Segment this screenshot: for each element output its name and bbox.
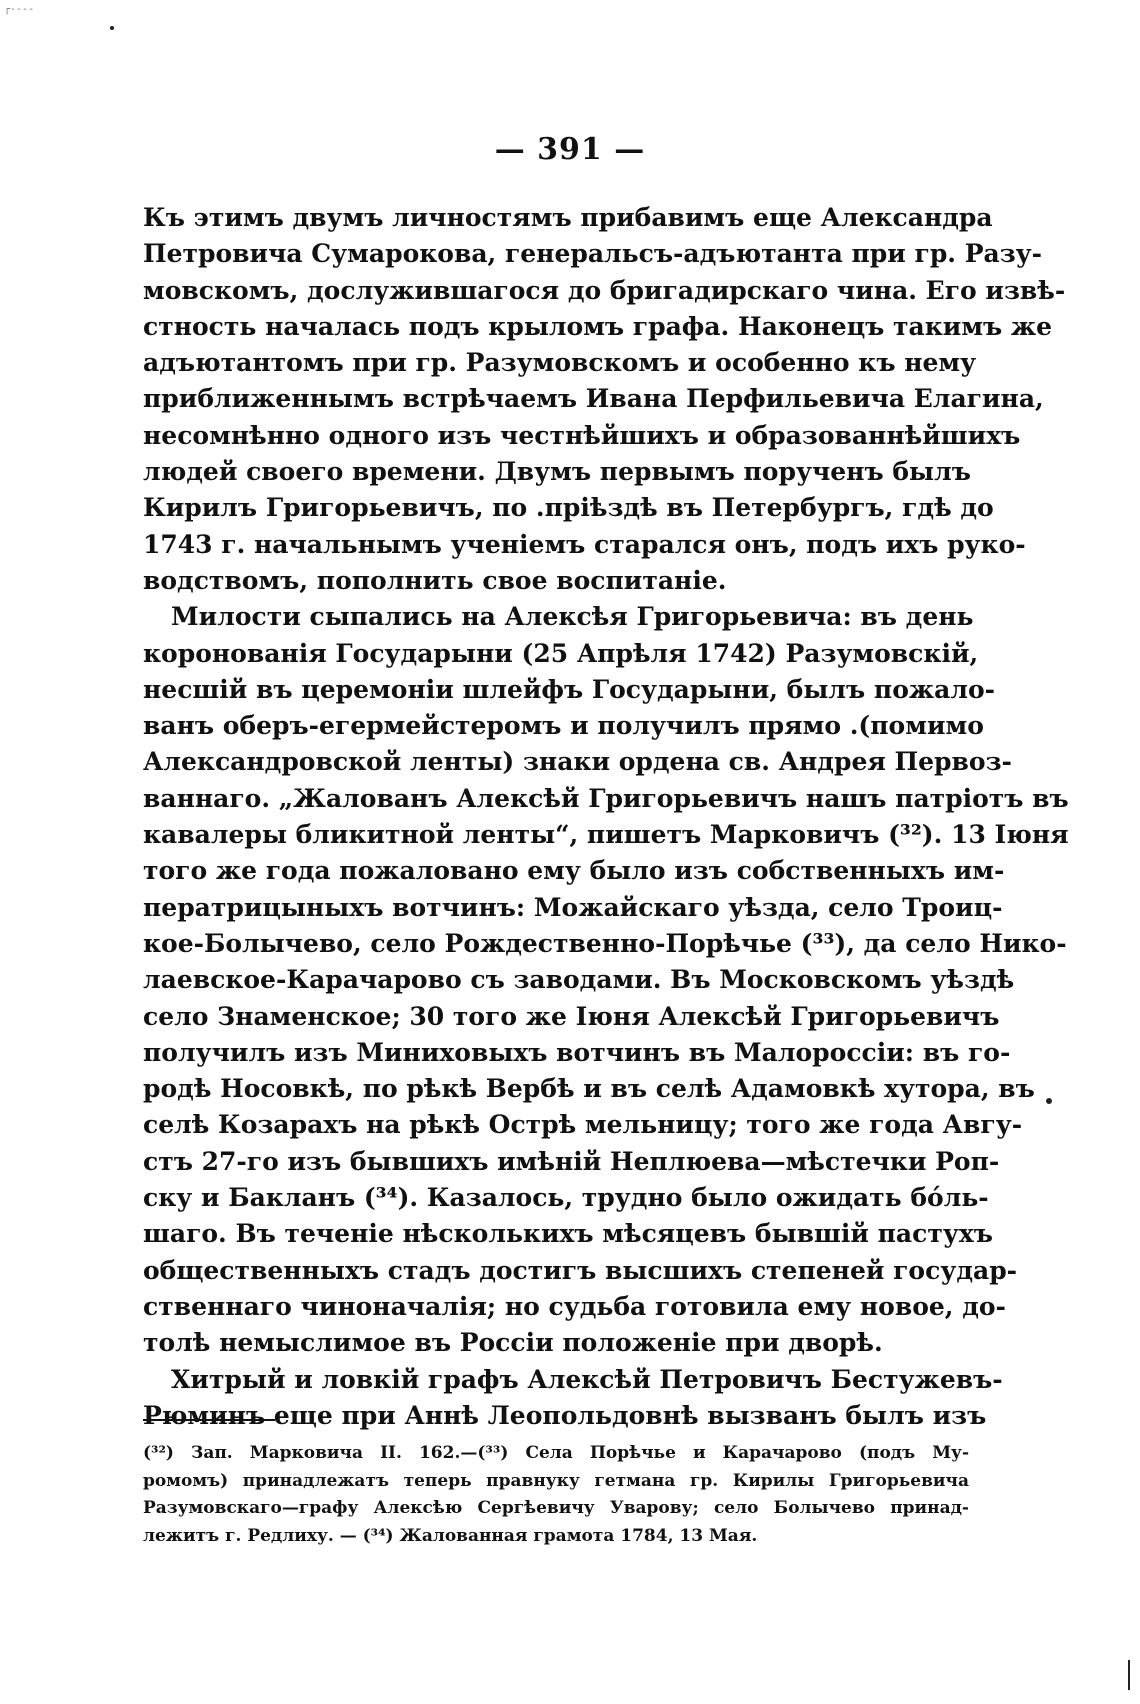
text-line: Рюминъ еще при Аннѣ Леопольдовнѣ вызванъ былъ изъ (143, 1400, 987, 1430)
text-line: стность началась подъ крыломъ графа. Наконецъ такимъ же (143, 311, 1053, 341)
text-line: мовскомъ, дослужившагося до бригадирскаго чина. Его извѣ- (143, 275, 1066, 305)
paragraph-end-line: толѣ немыслимое въ Россіи положеніе при дворѣ. (143, 1328, 883, 1358)
footnote-line: Разумовскаго—графу Алексѣю Сергѣевичу Уварову; село Болычево принад- (143, 1498, 969, 1518)
text-line: коронованія Государыни (25 Апрѣля 1742) Разумовскій, (143, 638, 979, 668)
paragraph-end-line: водствомъ, пополнить свое воспитаніе. (143, 565, 727, 595)
text-line: Къ этимъ двумъ личностямъ прибавимъ еще Александра (143, 203, 993, 232)
text-line: ственнаго чиноначалія; но судьба готовила ему новое, до- (143, 1291, 1006, 1321)
text-line: село Знаменское; 30 того же Іюня Алексѣй Григорьевичъ (143, 1001, 1000, 1031)
text-line: 1743 г. начальнымъ ученіемъ старался онъ, подъ ихъ руко- (143, 529, 1026, 559)
text-line: адъютантомъ при гр. Разумовскомъ и особенно къ нему (143, 348, 977, 378)
text-line: стъ 27-го изъ бывшихъ имѣній Неплюева—мѣстечки Роп- (143, 1146, 1000, 1176)
text-line: несшій въ церемоніи шлейфъ Государыни, былъ пожало- (143, 674, 996, 704)
paragraph-start-line: Милости сыпались на Алексѣя Григорьевича: въ день (171, 602, 974, 632)
text-line: получилъ изъ Миниховыхъ вотчинъ въ Малороссіи: въ го- (143, 1037, 1011, 1067)
text-line: кое-Болычево, село Рождественно-Порѣчье (³³), да село Нико- (143, 928, 1067, 958)
scan-edge-mark (1128, 1660, 1130, 1690)
footnote-separator (143, 1419, 275, 1421)
footnote-line: (³²) Зап. Марковича II. 162.—(³³) Села Порѣчье и Карачарово (подъ Му- (143, 1443, 969, 1463)
text-line: общественныхъ стадъ достигъ высшихъ степеней государ- (143, 1255, 1018, 1285)
scan-corner-mark: ┌‐‐‐‐ (4, 4, 35, 15)
body-text (143, 200, 1069, 1434)
scan-speck (1046, 1098, 1052, 1104)
footnotes (143, 1440, 969, 1550)
page-number: — 391 — (494, 132, 646, 167)
text-line: родѣ Носовкѣ, по рѣкѣ Вербѣ и въ селѣ Адамовкѣ хутора, въ (143, 1074, 1035, 1104)
text-line: того же года пожаловано ему было изъ собственныхъ им- (143, 856, 1005, 886)
text-line: кавалеры бликитной ленты“, пишетъ Марковичъ (³²). 13 Іюня (143, 820, 1069, 850)
text-line: лаевское-Карачарово съ заводами. Въ Московскомъ уѣздѣ (143, 965, 1015, 995)
text-line: селѣ Козарахъ на рѣкѣ Острѣ мельницу; того же года Авгу- (143, 1110, 1023, 1140)
text-line: несомнѣнно одного изъ честнѣйшихъ и образованнѣйшихъ (143, 420, 1021, 450)
text-line: Кирилъ Григорьевичъ, по .пріѣздѣ въ Петербургъ, гдѣ до (143, 493, 994, 523)
footnote-line: ромомъ) принадлежатъ теперь правнуку гетмана гр. Кирилы Григорьевича (143, 1470, 969, 1491)
text-line: ску и Бакланъ (³⁴). Казалось, трудно было ожидать бо́ль- (143, 1183, 989, 1213)
text-line: ванъ оберъ-егермейстеромъ и получилъ прямо .(помимо (143, 711, 984, 741)
text-line: шаго. Въ теченіе нѣсколькихъ мѣсяцевъ бывшій пастухъ (143, 1219, 993, 1249)
text-line: Александровской ленты) знаки ордена св. Андрея Первоз- (143, 747, 1012, 777)
paragraph-start-line: Хитрый и ловкій графъ Алексѣй Петровичъ Бестужевъ- (171, 1364, 1003, 1394)
scan-speck (110, 26, 114, 30)
text-line: приближеннымъ встрѣчаемъ Ивана Перфильевича Елагина, (143, 384, 1044, 414)
text-line: людей своего времени. Двумъ первымъ порученъ былъ (143, 457, 971, 487)
text-line: ваннаго. „Жалованъ Алексѣй Григорьевичъ нашъ патріотъ въ (143, 783, 1069, 813)
text-line: Петровича Сумарокова, генеральсъ-адъютанта при гр. Разу- (143, 239, 1043, 269)
footnote-line: лежитъ г. Редлиху. — (³⁴) Жалованная грамота 1784, 13 Мая. (143, 1525, 758, 1546)
text-line: ператрицыныхъ вотчинъ: Можайскаго уѣзда, село Троиц- (143, 892, 1003, 922)
